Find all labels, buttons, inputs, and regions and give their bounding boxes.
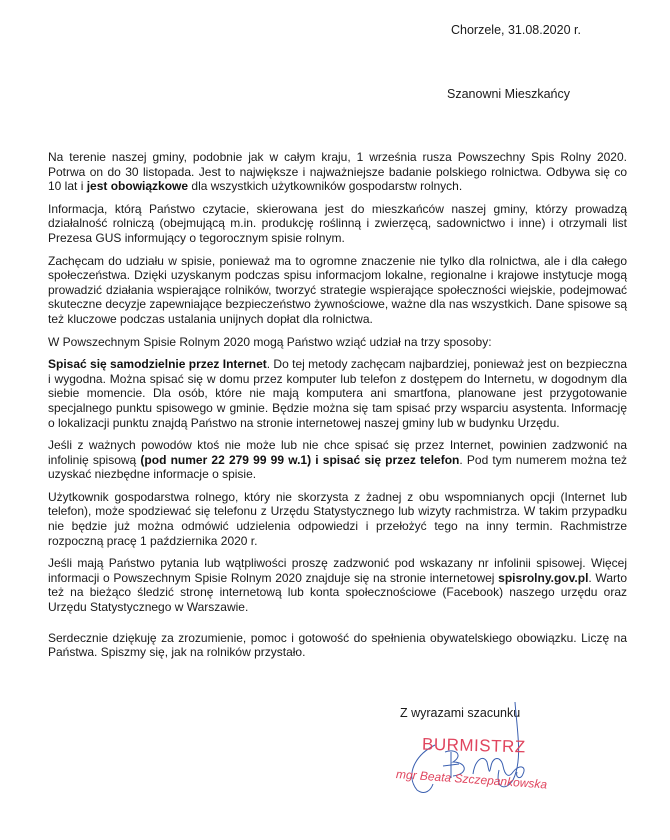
paragraph-method-phone — [48, 438, 627, 482]
stamp-name: mgr Beata Szczepankowska — [395, 767, 548, 792]
text: dla wszystkich użytkowników gospodarstw rolnych. — [188, 179, 463, 194]
paragraph-method-enumerator: Użytkownik gospodarstwa rolnego, który nie skorzysta z żadnej z obu wspomnianych opcji (Internet lub telefon), może spodziewać się telefonu z Urzędu Statystycznego lub wizyty rachmistrza. W takim przypadku nie będzie już można odmówić udzielenia odpowiedzi i przełożyć tego na inny termin. Rachmistrze rozpoczną pracę 1 października 2020 r. — [48, 489, 627, 548]
date-line: Chorzele, 31.08.2020 r. — [451, 23, 581, 37]
salutation: Szanowni Mieszkańcy — [447, 87, 570, 101]
closing-regards: Z wyrazami szacunku — [400, 706, 521, 720]
paragraph-importance: Zachęcam do udziału w spisie, ponieważ ma to ogromne znaczenie nie tylko dla rolnictwa, ale i dla całego społeczeństwa. Dzięki uzyskanym podczas spisu informacjom lokalne, regionalne i krajowe instytucje mogą prowadzić działania wspierające rolników, tworzyć strategie wspierające społeczności wiejskie, podejmować skuteczne decyzje zapewniające bezpieczeństwo żywnościowe, ważne dla nas wszystkich. Dane spisowe są też kluczowe podczas ustalania unijnych dopłat dla rolnictwa. — [48, 253, 627, 326]
paragraph-methods-intro: W Powszechnym Spisie Rolnym 2020 mogą Państwo wziąć udział na trzy sposoby: — [48, 334, 492, 349]
text: Jeśli mają Państwo pytania lub wątpliwości proszę zadzwonić pod wskazany nr infolinii spisowej. Więcej informacji o Powszechnym Spisie Rolnym 2020 znajduje się na stronie internetowej — [48, 556, 627, 585]
stamp-title: BURMISTRZ — [421, 734, 526, 757]
text: . Warto też na bieżąco śledzić stronę internetową lub konta społecznościowe (Facebook) naszego urzędu oraz Urzędu Statystycznego w Warszawie. — [48, 570, 627, 615]
text: . Do tej metody zachęcam najbardziej, ponieważ jest on bezpieczna i wygodna. Można spisać się w domu przez komputer lub telefon z dostępem do Internetu, w dogodnym dla siebie momencie. Dla osób, które nie mają komputera ani smartfona, planowane jest przygotowanie specjalnego punktu spisowego w gminie. Będzie można się tam spisać przy wsparciu asystenta. Informację o lokalizacji punktu znajdą Państwo na stronie internetowej naszej gminy lub w budynku Urzędu. — [48, 357, 627, 430]
paragraph-audience: Informacja, którą Państwo czytacie, skierowana jest do mieszkańców naszej gminy, którzy prowadzą działalność rolniczą (obejmującą m.in. produkcję roślinną i zwierzęcą, sadownictwo i inne) i otrzymali list Prezesa GUS informujący o tegorocznym spisie rolnym. — [48, 201, 627, 245]
letter-body — [48, 150, 627, 668]
paragraph-method-internet — [48, 357, 627, 430]
website-link[interactable]: spisrolny.gov.pl — [498, 570, 589, 585]
bold-text: Spisać się samodzielnie przez Internet — [48, 357, 267, 372]
paragraph-census-intro — [48, 150, 627, 194]
paragraph-more-info — [48, 556, 627, 614]
phone-number-bold: (pod numer 22 279 99 99 w.1) i spisać się przez telefon — [140, 452, 460, 467]
text: Jeśli z ważnych powodów ktoś nie może lub nie chce spisać się przez Internet, powinien zadzwonić na infolinię spisową — [48, 438, 627, 467]
text: Na terenie naszej gminy, podobnie jak w całym kraju, 1 września rusza Powszechny Spis Rolny 2020. Potrwa on do 30 listopada. Jest to największe i najważniejsze badanie polskiego rolnictwa. Odbywa się co 10 lat i — [48, 150, 627, 194]
bold-text: jest obowiązkowe — [86, 179, 189, 194]
paragraph-thanks: Serdecznie dziękuję za zrozumienie, pomoc i gotowość do spełnienia obywatelskiego obowiązku. Liczę na Państwa. Spiszmy się, jak na rolników przystało. — [48, 630, 627, 660]
text: . Pod tym numerem można też uzyskać niezbędne informacje o spisie. — [48, 452, 627, 482]
